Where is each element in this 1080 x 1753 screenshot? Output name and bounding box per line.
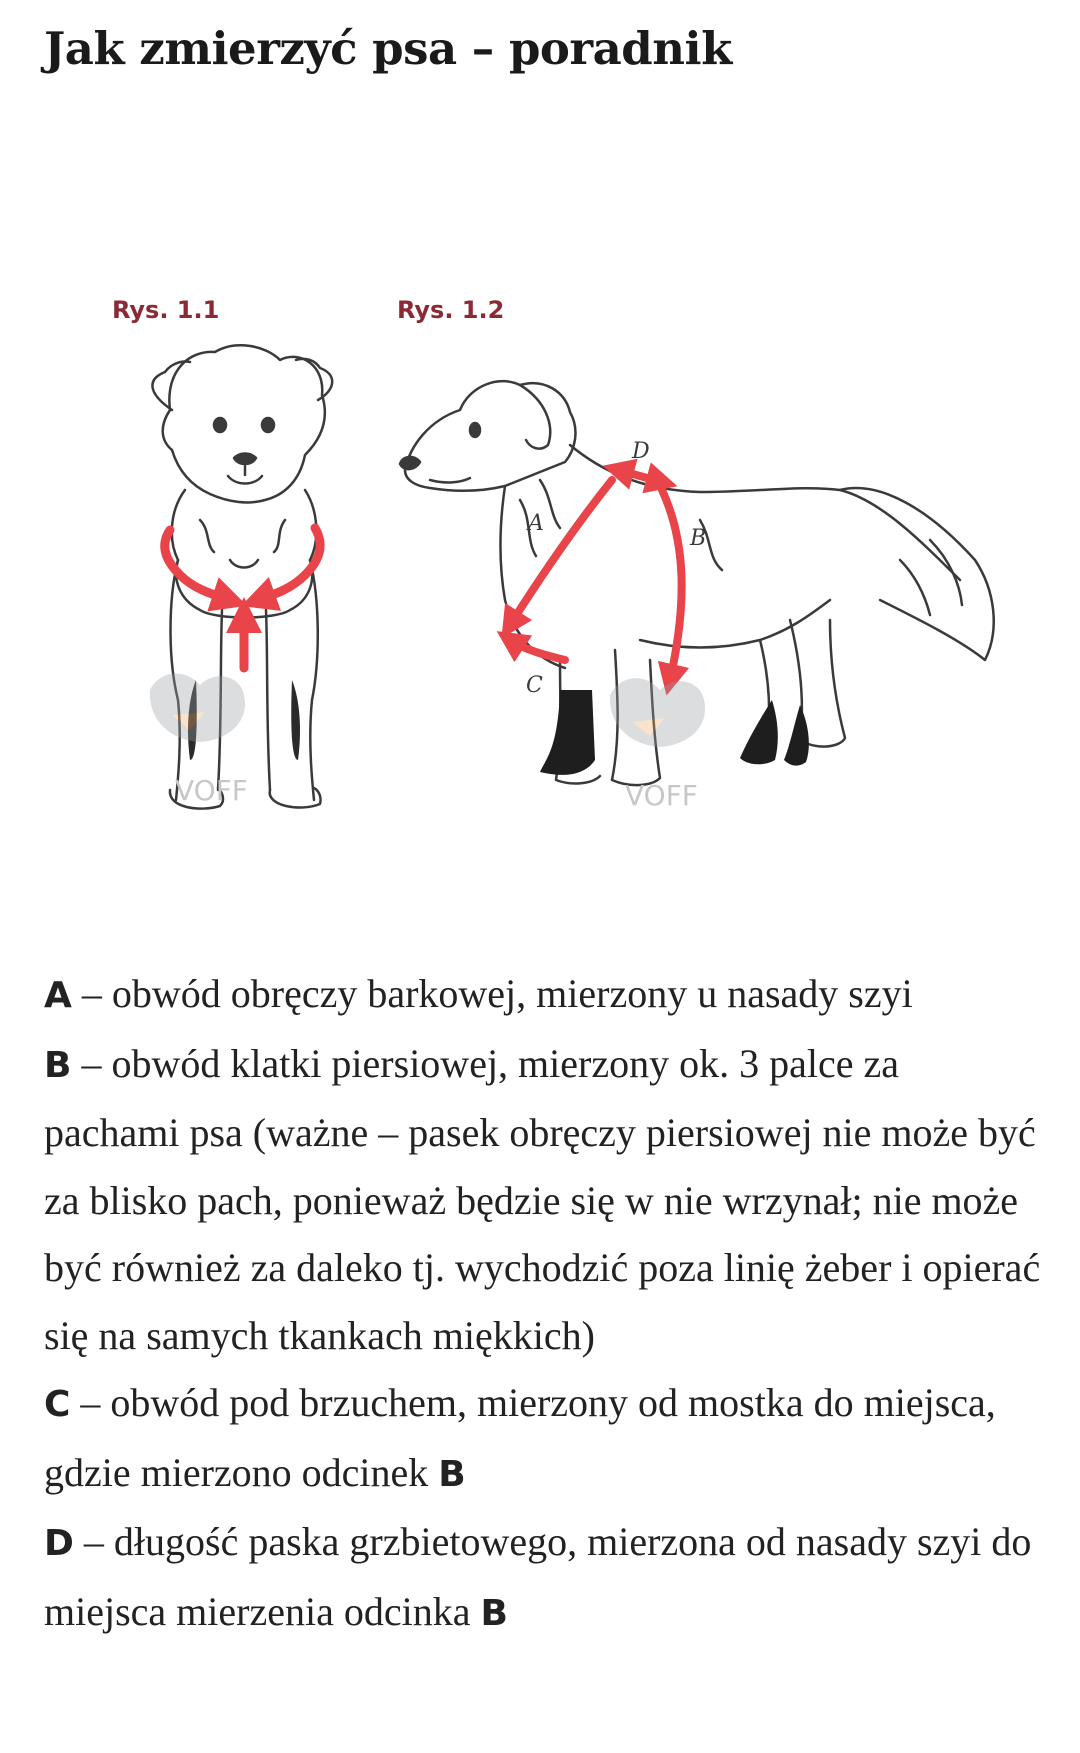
measure-label-c: C [526, 673, 543, 698]
legend-text-c: – obwód pod brzuchem, mierzony od mostka do miejsca, gdzie mierzono odcinek [44, 1380, 996, 1495]
watermark-logo-side [610, 678, 705, 747]
legend-ref-c: B [438, 1453, 466, 1495]
figure-label-front: Rys. 1.1 [112, 296, 220, 324]
front-measure-arrows [165, 528, 320, 668]
legend-key-d: D [44, 1523, 74, 1564]
legend-text-d: – długość paska grzbietowego, mierzona od nasady szyi do miejsca mierzenia odcinka [44, 1519, 1032, 1634]
legend-key-a: A [44, 975, 72, 1016]
legend-text-b: – obwód klatki piersiowej, mierzony ok. 3 palce za pachami psa (ważne – pasek obręczy piersiowej nie może być za blisko pach, ponieważ będzie się w nie wrzynał; nie może być również za daleko tj. wychodzić poza linię żeber i opierać się na samych tkankach miękkich) [44, 1040, 1041, 1358]
legend-key-b: B [44, 1044, 72, 1086]
legend-text-a: – obwód obręczy barkowej, mierzony u nasady szyi [71, 971, 913, 1016]
measure-label-a: A [528, 511, 544, 536]
side-measure-arrows [510, 470, 682, 680]
measurement-legend [44, 960, 1044, 1647]
legend-item-a [44, 960, 1044, 1030]
legend-key-c: C [44, 1384, 71, 1425]
measure-label-d: D [632, 439, 650, 464]
watermark-text-front: VOFF [175, 774, 248, 807]
watermark-text-side: VOFF [625, 779, 698, 812]
legend-item-c [44, 1369, 1044, 1508]
figure-label-side: Rys. 1.2 [397, 296, 505, 324]
measure-label-b: B [690, 526, 707, 551]
page-title: Jak zmierzyć psa – poradnik [44, 22, 732, 75]
watermark-logo [150, 674, 245, 742]
legend-item-b [44, 1030, 1044, 1370]
legend-item-d [44, 1508, 1044, 1647]
dog-measurement-illustration [0, 320, 1080, 840]
legend-ref-d: B [480, 1592, 508, 1634]
